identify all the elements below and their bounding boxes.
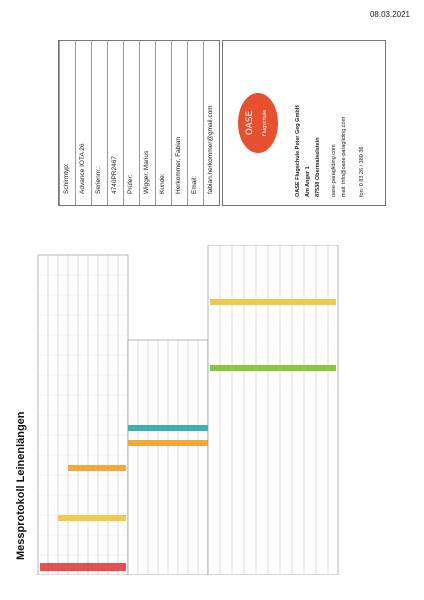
info-row: fabian.herkommer@gmail.com	[203, 41, 204, 205]
info-panel	[58, 40, 220, 206]
company-name: OASE Flugschule Peter Geg GmbH	[295, 105, 301, 197]
company-address-city: 87538 Obermaiselstein	[315, 137, 321, 197]
line-length-table	[30, 245, 340, 575]
svg-text:OASE: OASE	[245, 110, 255, 136]
oase-logo-icon	[233, 87, 283, 159]
right-section	[208, 245, 338, 575]
info-row: Advance IOTA 26	[75, 41, 76, 205]
page-title: Messprotokoll Leinenlängen	[15, 411, 27, 560]
company-mail: mail: info@oase-paragliding.com	[341, 116, 347, 197]
svg-text:Flugschule: Flugschule	[262, 109, 268, 137]
info-row: Schirmtyp:	[59, 41, 60, 205]
company-address-street: Am Anger 1	[305, 166, 311, 197]
info-row: Wigger, Marius	[139, 41, 140, 205]
company-web: oase-paragliding.com	[331, 144, 337, 197]
date: 08.03.2021	[369, 10, 410, 19]
info-row: Prüfer:	[123, 41, 124, 205]
info-row: 4740PR2467	[107, 41, 108, 205]
table-grid	[30, 245, 340, 575]
info-row: Email:	[187, 41, 188, 205]
company-phone: fon: 0 83 26 / 380 36	[359, 146, 365, 197]
info-row: Herkommer, Fabian	[171, 41, 172, 205]
left-section	[38, 255, 128, 575]
company-box	[222, 40, 386, 206]
info-row: Seriennr.:	[91, 41, 92, 205]
middle-section	[128, 340, 208, 575]
info-row: Kunde:	[155, 41, 156, 205]
